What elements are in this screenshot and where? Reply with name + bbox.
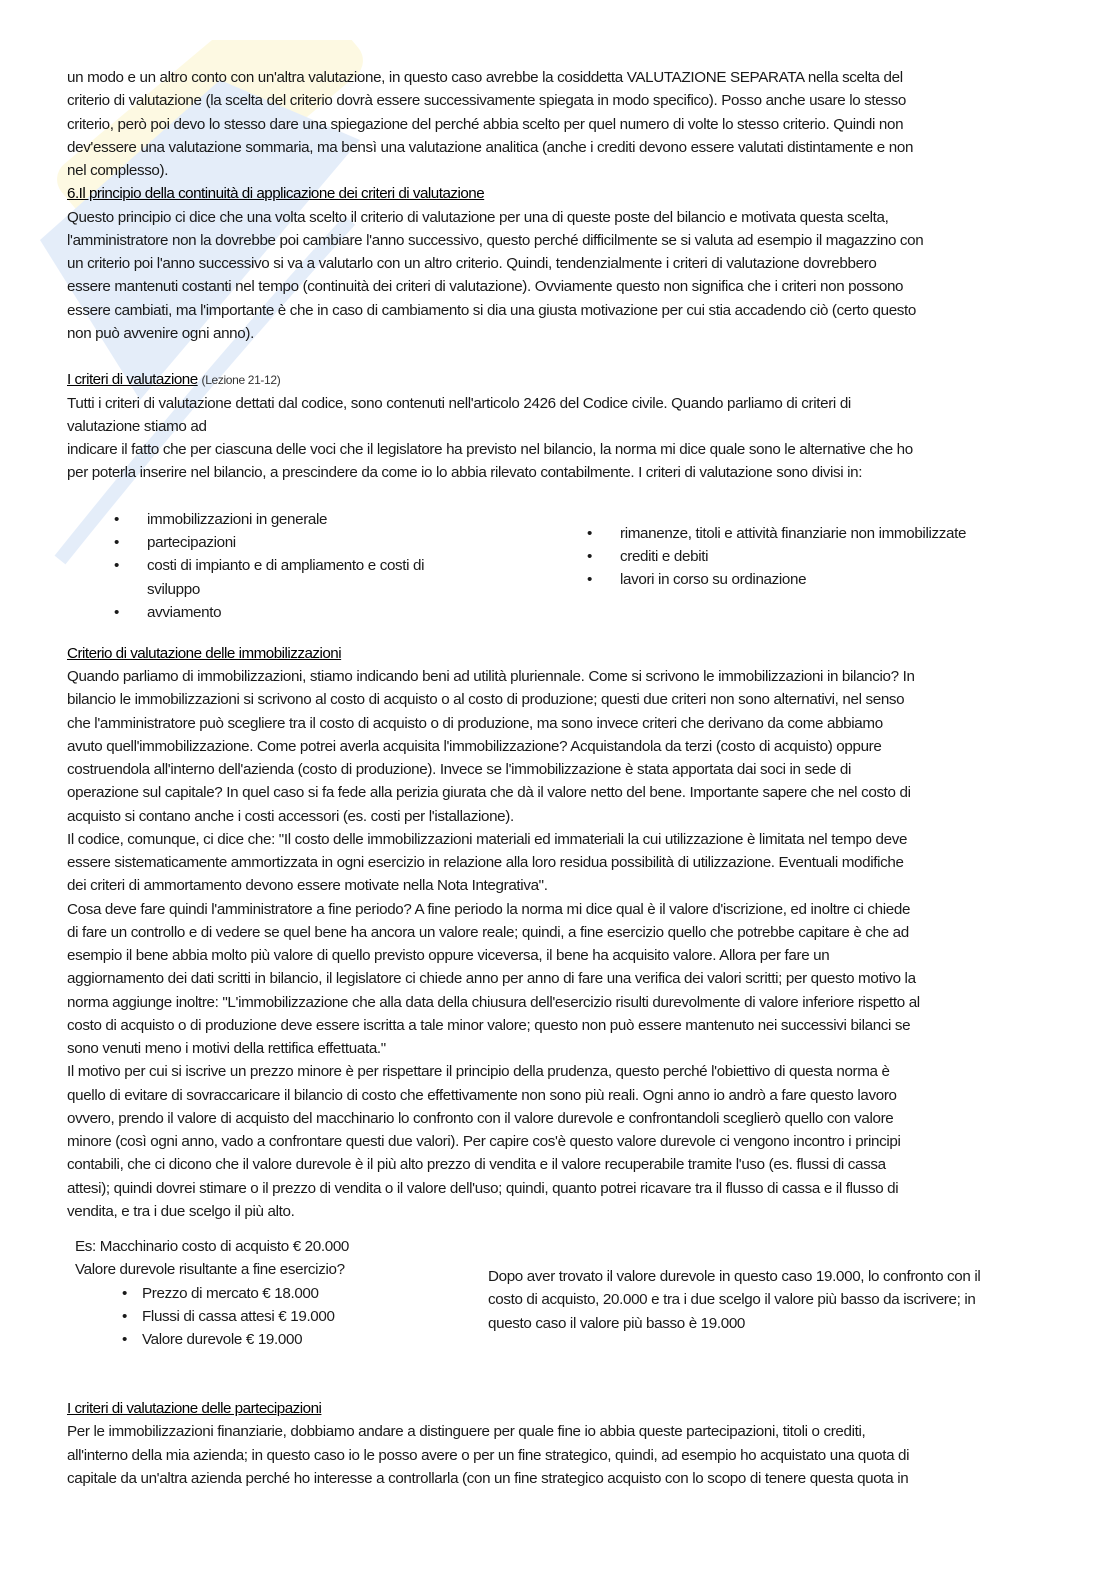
lesson-note: (Lezione 21-12)	[201, 373, 281, 388]
text-line: criterio, però poi devo lo stesso dare una spiegazione del perché abbia scelto per quel numero di volte lo stesso criterio. Quindi non	[67, 115, 904, 133]
text-line: Quando parliamo di immobilizzazioni, stiamo indicando beni ad utilità pluriennale. Come si scrivono le immobilizzazioni in bilancio? In	[67, 668, 915, 685]
text-line: criterio di valutazione (la scelta del criterio dovrà essere successivamente spiegata in modo specifico). Posso anche usare lo stesso	[67, 92, 906, 110]
paragraph-immobilizzazioni	[67, 665, 1067, 1223]
text-line: Questo principio ci dice che una volta scelto il criterio di valutazione per una di queste poste del bilancio e motivata questa scelta,	[67, 208, 889, 226]
text-line: Per le immobilizzazioni finanziarie, dobbiamo andare a distinguere per quale fine io abbia queste partecipazioni, titoli o crediti,	[67, 1423, 866, 1441]
text-line: esempio il bene abbia molto più valore di quello previsto oppure viceversa, il bene ha acquisito valore. Allora per fare un	[67, 947, 830, 964]
text-line: Tutti i criteri di valutazione dettati dal codice, sono contenuti nell'articolo 2426 del Codice civile. Quando parliamo di criteri di	[67, 394, 851, 412]
text-line: ovvero, prendo il valore di acquisto del macchinario lo confronto con il valore durevole e confrontandoli sceglierò quello con valore	[67, 1109, 894, 1127]
text-line: acquisto si contano anche i costi accessori (es. costi per l'istallazione).	[67, 807, 514, 825]
text-line: Il motivo per cui si iscrive un prezzo minore è per rispettare il principio della prudenza, questo perché l'obiettivo di questa norma è	[67, 1063, 890, 1081]
list-item: • partecipazioni	[67, 531, 527, 554]
paragraph-criteri-intro	[67, 392, 1067, 485]
text-line: essere cambiati, ma l'importante è che in caso di cambiamento si dia una giusta motivazione per cui stia accadendo ciò (certo questo	[67, 301, 917, 319]
text-line: minore (così ogni anno, vado a confrontare questi due valori). Per capire cos'è questo valore durevole ci vengono incontro i principi	[67, 1133, 901, 1150]
heading-immobilizzazioni: Criterio di valutazione delle immobilizzazioni	[67, 644, 342, 662]
example-note-line: costo di acquisto, 20.000 e tra i due scelgo il valore più basso da iscrivere; in	[488, 1291, 976, 1309]
example-item: • Prezzo di mercato € 18.000	[75, 1282, 495, 1305]
heading-partecipazioni: I criteri di valutazione delle partecipazioni	[67, 1400, 322, 1417]
text-line: un criterio poi l'anno successivo si va a valutarlo con un altro criterio. Quindi, tendenzialmente i criteri di valutazione dovrebbero	[67, 255, 877, 272]
text-line: capitale da un'altra azienda perché ho interesse a controllarla (con un fine strategico acquisto con lo scopo di tenere questa quota in	[67, 1469, 909, 1487]
text-line: all'interno della mia azienda; in questo caso io le posso avere o per un fine strategico, quindi, ad esempio ho acquistato una quota di	[67, 1446, 910, 1464]
example-line: Es: Macchinario costo di acquisto € 20.000	[75, 1238, 350, 1255]
text-line: bilancio le immobilizzazioni si scrivono al costo di acquisto o al costo di produzione; questi due criteri non sono alternativi, nel senso	[67, 691, 905, 709]
list-item: • immobilizzazioni in generale	[67, 508, 527, 531]
text-line: avuto quell'immobilizzazione. Come potrei averla acquisita l'immobilizzazione? Acquistandola da terzi (costo di acquisto) oppure	[67, 737, 882, 755]
example-item: • Valore durevole € 19.000	[75, 1328, 495, 1351]
text-line: aggiornamento dei dati scritti in bilancio, il legislatore ci chiede anno per anno di fare una verifica dei valori scritti; per questo motivo la	[67, 970, 916, 988]
example-line: Valore durevole risultante a fine esercizio?	[75, 1261, 345, 1279]
text-line: essere mantenuti costanti nel tempo (continuità dei criteri di valutazione). Ovviamente questo non significa che i criteri non possono	[67, 278, 904, 296]
list-item: • lavori in corso su ordinazione	[540, 568, 1060, 591]
paragraph-partecipazioni	[67, 1420, 1067, 1490]
heading-principio-continuita: 6.Il principio della continuità di applicazione dei criteri di valutazione	[67, 185, 485, 203]
text-line: dei criteri di ammortamento devono essere motivate nella Nota Integrativa".	[67, 877, 548, 895]
text-line: operazione sul capitale? In quel caso si fa fede alla perizia giurata che dà il valore netto del bene. Importante sapere che nel costo di	[67, 784, 911, 802]
text-line: non può avvenire ogni anno).	[67, 324, 254, 342]
example-note-line: Dopo aver trovato il valore durevole in questo caso 19.000, lo confronto con il	[488, 1268, 981, 1285]
text-line: di fare un controllo e di vedere se quel bene ha ancora un valore reale; quindi, a fine esercizio quello che potrebbe capitare è che ad	[67, 923, 909, 941]
text-line: attesi); quindi dovrei stimare o il prezzo di vendita o il valore dell'uso; quindi, quanto potrei ricavare tra il flusso di cassa e il flusso di	[67, 1179, 899, 1197]
text-line: Il codice, comunque, ci dice che: "Il costo delle immobilizzazioni materiali ed immateriali la cui utilizzazione è limitata nel tempo deve	[67, 830, 908, 848]
text-line: costo di acquisto o di produzione deve essere iscritta a tale minor valore; questo non può essere mantenuto nei successivi bilanci se	[67, 1016, 911, 1034]
text-line: Cosa deve fare quindi l'amministratore a fine periodo? A fine periodo la norma mi dice qual è il valore d'iscrizione, ed inoltre ci chiede	[67, 900, 911, 918]
text-line: essere sistematicamente ammortizzata in ogni esercizio in relazione alla loro residua possibilità di utilizzazione. Eventuali modifiche	[67, 854, 904, 871]
text-line: contabili, che ci dicono che il valore durevole è il più alto prezzo di vendita e il valore recuperabile tramite l'uso (es. flussi di cassa	[67, 1156, 886, 1174]
text-line: indicare il fatto che per ciascuna delle voci che il legislatore ha previsto nel bilancio, la norma mi dice quale sono le alternative che ho	[67, 441, 913, 458]
text-line: l'amministratore non la dovrebbe poi cambiare l'anno successivo, questo perché difficilmente se si valuta ad esempio il magazzino con	[67, 231, 924, 249]
list-item: • costi di impianto e di ampliamento e costi di	[67, 554, 527, 577]
text-line: per poterla inserire nel bilancio, a prescindere da come io lo abbia rilevato contabilmente. I criteri di valutazione sono divisi in:	[67, 464, 863, 482]
text-line: nel complesso).	[67, 162, 169, 179]
criteria-list-right	[540, 522, 1060, 592]
list-item: • avviamento	[67, 601, 527, 624]
example-item: • Flussi di cassa attesi € 19.000	[75, 1305, 495, 1328]
text-line: norma aggiunge inoltre: "L'immobilizzazione che alla data della chiusura dell'esercizio risulti durevolmente di valore inferiore rispetto al	[67, 993, 920, 1011]
criteria-list	[67, 508, 1067, 642]
text-line: vendita, e tra i due scelgo il più alto.	[67, 1202, 295, 1220]
example-note-line: questo caso il valore più basso è 19.000	[488, 1314, 746, 1332]
paragraph-valutazione-separata	[67, 66, 1067, 182]
list-item: • crediti e debiti	[540, 545, 1060, 568]
document-page	[67, 66, 1067, 1490]
list-item-continuation: sviluppo	[147, 580, 200, 598]
text-line: sono venuti meno i motivi della rettifica effettuata."	[67, 1040, 386, 1057]
text-line: valutazione stiamo ad	[67, 417, 207, 435]
list-item: • rimanenze, titoli e attività finanziarie non immobilizzate	[540, 522, 1060, 545]
text-line: costruendola all'interno dell'azienda (costo di produzione). Invece se l'immobilizzazione è stata apportata dai soci in sede di	[67, 761, 852, 778]
example-note	[488, 1265, 1078, 1335]
text-line: che l'amministratore può scegliere tra il costo di acquisto o di produzione, ma sono invece criteri che derivano da come abbiamo	[67, 714, 883, 732]
text-line: dev'essere una valutazione sommaria, ma bensì una valutazione analitica (anche i crediti devono essere valutati distintamente e non	[67, 138, 914, 156]
paragraph-continuita	[67, 206, 1067, 346]
text-line: un modo e un altro conto con un'altra valutazione, in questo caso avrebbe la cosiddetta VALUTAZIONE SEPARATA nella scelta del	[67, 69, 903, 86]
text-line: quello di evitare di sovraccaricare il bilancio di costo che effettivamente non sono più reali. Ogni anno io andrò a fare questo lavoro	[67, 1086, 897, 1104]
heading-criteri-valutazione: I criteri di valutazione	[67, 371, 198, 389]
criteria-list-left	[67, 508, 527, 624]
example-block	[67, 1235, 1067, 1397]
example-left	[75, 1235, 495, 1351]
